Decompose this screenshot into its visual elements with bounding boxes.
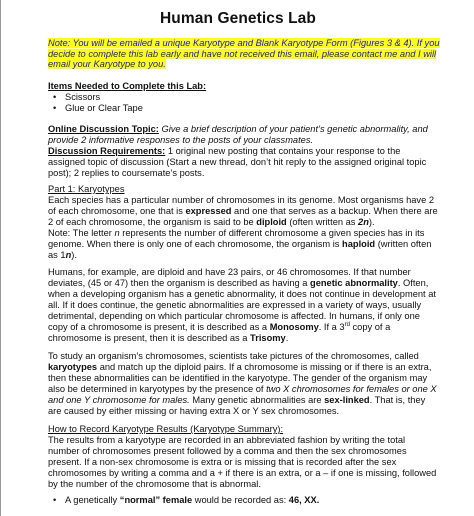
items-heading: Items Needed to Complete this Lab: xyxy=(48,81,207,91)
list-item: • Scissors xyxy=(48,92,438,103)
part1-paragraph-1 xyxy=(48,195,438,261)
discussion-req-text: 1 original new posting that contains your response to the assigned topic of discussion (Start a new thread, don’t hit reply to the assigned original topic post); 2 replies to coursemate’s posts. xyxy=(48,146,427,178)
discussion-requirements xyxy=(48,146,438,179)
note-highlight: Note: You will be emailed a unique Karyotype and Blank Karyotype Form (Figures 3 & 4). If you decide to complete this lab early and have not received this email, please contact me and I will email your Karyotype to you. xyxy=(48,38,440,70)
text-run: Each species has a particular number of chromosomes in its genome. Most organisms have 2 of each chromosome, one that is xyxy=(48,195,435,216)
discussion-topic-text: Give a brief description of your patient’s genetic abnormality, and provide 2 informative responses to the posts of your classmates. xyxy=(48,124,428,145)
term-diploid: diploid xyxy=(256,217,287,227)
text-run: and one that serves as a backup. When there are 2 of each chromosome, the organism is said to be xyxy=(48,206,438,227)
text-run-italic: two X chromosomes for females or one X and one Y chromosome for males. xyxy=(48,384,437,405)
discussion-topic-label: Online Discussion Topic: xyxy=(48,124,159,134)
items-section xyxy=(48,81,438,114)
email-note xyxy=(48,38,440,70)
term-haploid: haploid xyxy=(342,239,376,249)
text-run: copy of a chromosome is present, then it is described as a xyxy=(48,322,391,343)
text-run: ). xyxy=(71,250,77,260)
summary-text: The results from a karyotype are recorded in an abbreviated fashion by writing the total number of chromosomes present followed by a comma and then the sex chromosomes present. If a non-sex chromosome is extra or is missing that is recorded after the sex chromosomes by writing a comma and a + if there is an extra, or a – if one is missing, followed by the number of the chromosome that is abnormal. xyxy=(48,435,437,489)
term-expressed: expressed xyxy=(185,206,232,216)
text-run: . That is, they are caused by either missing or having extra X or Y sex chromosomes. xyxy=(48,395,426,416)
text-run: would be recorded as: xyxy=(192,495,289,505)
term-karyotypes: karyotypes xyxy=(48,362,98,372)
superscript-rd: rd xyxy=(344,321,350,328)
text-run: and match up the diploid pairs. If a chromosome is missing or if there is an extra, then these abnormalities can be identified in the karyotype. The gender of the organism may also be determined in karyotypes by the presence of xyxy=(48,362,432,394)
document-title: Human Genetics Lab xyxy=(160,10,316,27)
text-run: represents the number of different chromosome a given species has in its genome. When there is only one of each chromosome, the organism is xyxy=(48,228,425,249)
text-run: A genetically xyxy=(65,495,120,505)
list-item: • Glue or Clear Tape xyxy=(48,103,438,114)
text-run: Note: The letter xyxy=(48,228,115,238)
text-run: Humans, for example, are diploid and have 23 pairs, or 46 chromosomes. If that number deviates, (45 or 47) then the organism is described as having a xyxy=(48,267,411,288)
text-run: Many genetic abnormalities are xyxy=(189,395,325,405)
term-n: n xyxy=(65,250,72,260)
items-list xyxy=(48,92,438,114)
text-run: (often written as xyxy=(286,217,359,227)
term-normal-female: “normal” female xyxy=(119,495,193,505)
text-run: . If a 3 xyxy=(318,322,345,332)
text-run: (written often as 1 xyxy=(48,239,432,260)
discussion-topic xyxy=(48,124,438,146)
term-trisomy: Trisomy xyxy=(250,333,286,343)
karyotype-summary-section xyxy=(48,424,438,490)
list-item xyxy=(48,495,438,506)
part1-paragraph-2 xyxy=(48,267,438,344)
example-value: 46, XX. xyxy=(288,495,320,505)
text-run: To study an organism’s chromosomes, scientists take pictures of the chromosomes, called xyxy=(48,351,419,361)
part1-paragraph-3 xyxy=(48,351,438,417)
term-2n: 2n xyxy=(358,217,369,227)
text-run: . Often, when a developing organism has a genetic abnormality, it does not continue in development at all. If it does continue, the genetic abnormalities are expressed in a variety of ways, usually detrimental, depending on which particular chromosome is affected. In humans, if only one copy of a chromosome is present, it is described as a xyxy=(48,278,436,332)
part1-section xyxy=(48,184,438,261)
term-n: n xyxy=(114,228,120,238)
discussion-section xyxy=(48,124,438,179)
discussion-req-label: Discussion Requirements: xyxy=(48,146,166,156)
summary-heading: How to Record Karyotype Results (Karyotype Summary): xyxy=(48,424,284,434)
example-section xyxy=(48,495,438,506)
text-run: . xyxy=(285,333,289,343)
term-sex-linked: sex-linked xyxy=(324,395,370,405)
text-run: ). xyxy=(368,217,375,227)
term-monosomy: Monosomy xyxy=(269,322,319,332)
part1-heading: Part 1: Karyotypes xyxy=(48,184,125,194)
term-genetic-abnormality: genetic abnormality xyxy=(310,278,398,288)
